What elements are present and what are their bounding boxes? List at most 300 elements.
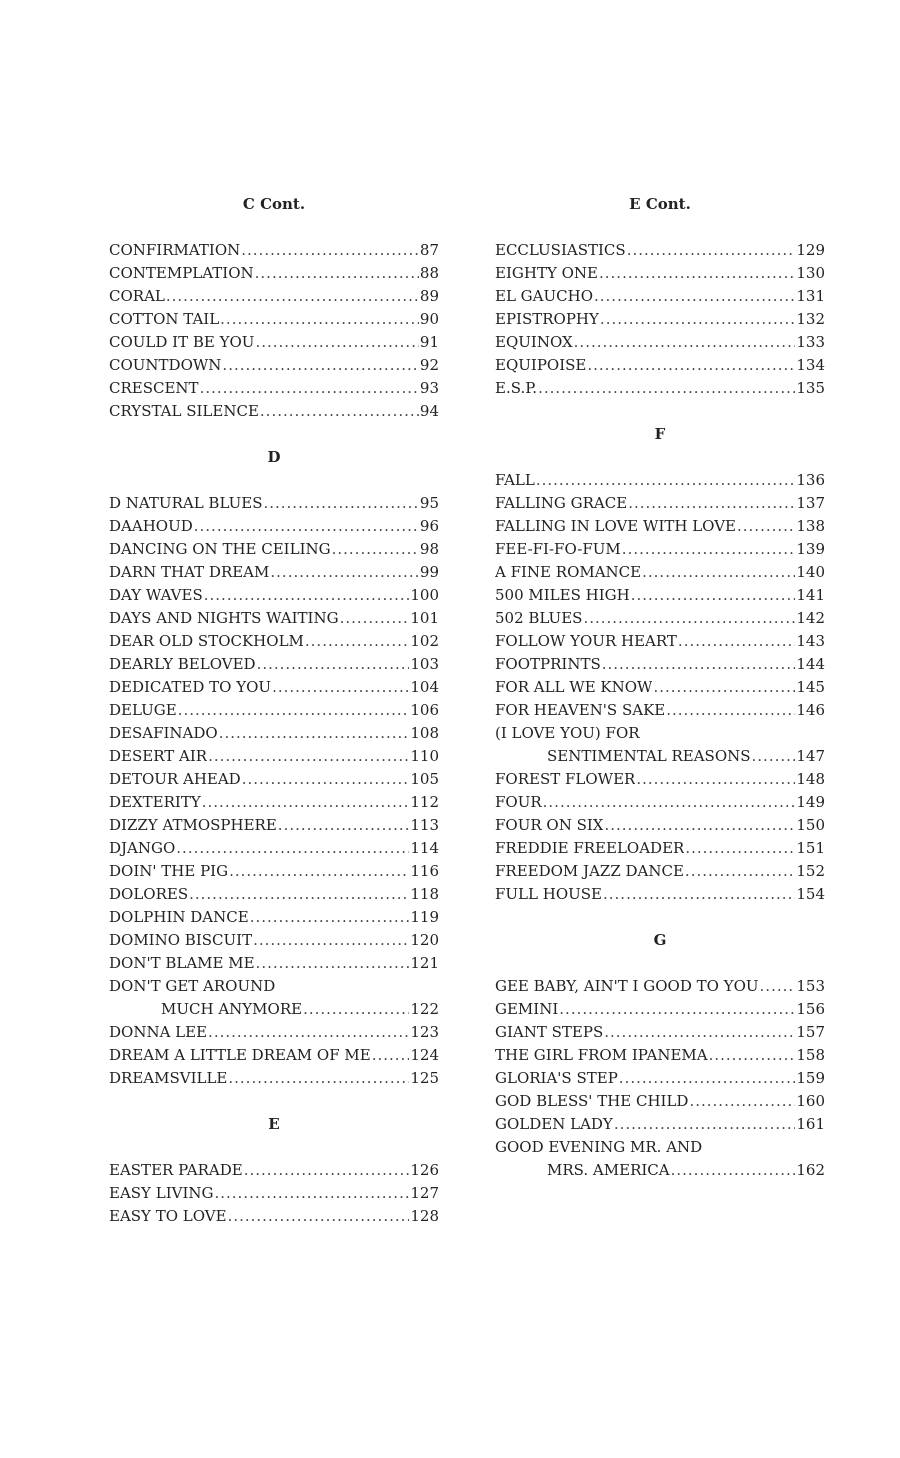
entry-title: EQUINOX [495,333,573,351]
entry-title: FREDDIE FREELOADER [495,839,685,857]
entry-row [495,998,825,1021]
entry-page-number: 110 [410,747,439,765]
entry-page-number: 90 [419,310,439,328]
entry-title: GEE BABY, AIN'T I GOOD TO YOU [495,977,759,995]
dot-leader [305,630,409,653]
entry-title: DOIN' THE PIG [109,862,229,880]
entry-page-number: 132 [796,310,825,328]
index-entry [109,377,439,400]
entry-page-number: 153 [796,977,825,995]
entry-title: DON'T BLAME ME [109,954,255,972]
index-entry [109,860,439,883]
entry-page-number: 130 [796,264,825,282]
section-entry-list [109,492,439,1090]
entry-row [495,837,825,860]
entry-page-number: 99 [419,563,439,581]
entry-row [495,285,825,308]
index-entry [495,791,825,814]
index-entry [495,584,825,607]
entry-row [109,400,439,423]
entry-title: 502 BLUES [495,609,583,627]
entry-page-number: 142 [796,609,825,627]
index-entry [109,538,439,561]
section-heading-d: D [267,448,281,466]
dot-leader [222,354,418,377]
index-entry [109,722,439,745]
dot-leader [270,561,419,584]
entry-title: CORAL [109,287,165,305]
entry-page-number: 108 [410,724,439,742]
dot-leader [189,883,409,906]
section-entry-list [495,469,825,906]
index-entry [109,492,439,515]
entry-row [495,262,825,285]
entry-row [109,722,439,745]
entry-row [109,745,439,768]
entry-title: DOMINO BISCUIT [109,931,253,949]
entry-title: FALLING IN LOVE WITH LOVE [495,517,736,535]
entry-title: DEAR OLD STOCKHOLM [109,632,304,650]
entry-row [109,860,439,883]
entry-row [109,1021,439,1044]
entry-title: CRESCENT [109,379,199,397]
entry-page-number: 159 [796,1069,825,1087]
entry-title: DETOUR AHEAD [109,770,241,788]
dot-leader [208,745,409,768]
entry-row [109,768,439,791]
dot-leader [176,837,409,860]
index-entry [495,262,825,285]
index-entry [109,837,439,860]
dot-leader [219,722,410,745]
entry-row [109,699,439,722]
index-entry [109,768,439,791]
entry-page-number: 133 [796,333,825,351]
entry-row [109,837,439,860]
entry-row [109,929,439,952]
entry-page-number: 123 [410,1023,439,1041]
entry-page-number: 138 [796,517,825,535]
entry-page-number: 87 [419,241,439,259]
entry-row [109,1067,439,1090]
index-entry [109,308,439,331]
dot-leader [538,377,795,400]
entry-page-number: 112 [410,793,439,811]
index-entry [495,837,825,860]
index-entry [495,1136,825,1182]
index-entry [109,630,439,653]
entry-row [109,377,439,400]
entry-title: EIGHTY ONE [495,264,598,282]
dot-leader [208,1021,409,1044]
entry-page-number: 157 [796,1023,825,1041]
index-entry [495,331,825,354]
index-entry [109,400,439,423]
entry-row [495,584,825,607]
entry-title: CONFIRMATION [109,241,241,259]
entry-row [495,745,825,768]
entry-row [109,1205,439,1228]
entry-page-number: 158 [796,1046,825,1064]
entry-row [109,262,439,285]
entry-row [109,883,439,906]
dot-leader [241,239,419,262]
dot-leader [543,791,796,814]
entry-title: GOOD EVENING MR. AND [495,1138,703,1156]
entry-page-number: 144 [796,655,825,673]
entry-title: DOLPHIN DANCE [109,908,249,926]
right-column [495,193,825,1182]
entry-row [109,1159,439,1182]
entry-row [495,630,825,653]
entry-page-number: 131 [796,287,825,305]
entry-page-number: 106 [410,701,439,719]
entry-page-number: 101 [410,609,439,627]
entry-title: CRYSTAL SILENCE [109,402,259,420]
dot-leader [594,285,795,308]
entry-title: FOLLOW YOUR HEART [495,632,677,650]
dot-leader [255,262,419,285]
dot-leader [303,998,409,1021]
index-entry [109,814,439,837]
dot-leader [678,630,795,653]
dot-leader [340,607,410,630]
entry-title: FOR ALL WE KNOW [495,678,653,696]
index-entry [109,1044,439,1067]
left-column [109,193,439,1228]
entry-row [109,354,439,377]
entry-title: DOLORES [109,885,189,903]
entry-title: DEDICATED TO YOU [109,678,272,696]
entry-title: FALL [495,471,535,489]
dot-leader [536,469,796,492]
index-entry [109,883,439,906]
dot-leader [278,814,410,837]
index-entry [109,1021,439,1044]
index-entry [495,285,825,308]
entry-title: DAY WAVES [109,586,203,604]
entry-title: FOR HEAVEN'S SAKE [495,701,666,719]
dot-leader [272,676,409,699]
entry-row [495,469,825,492]
dot-leader [709,1044,796,1067]
dot-leader [642,561,795,584]
entry-title: GEMINI [495,1000,559,1018]
entry-title: FALLING GRACE [495,494,628,512]
section-heading-c-cont: C Cont. [242,195,306,213]
entry-row [495,377,825,400]
entry-page-number: 147 [796,747,825,765]
entry-title: EL GAUCHO [495,287,593,305]
dot-leader [622,538,796,561]
index-entry [109,285,439,308]
dot-leader [689,1090,795,1113]
index-entry [109,929,439,952]
entry-row [109,308,439,331]
entry-page-number: 141 [796,586,825,604]
entry-page-number: 152 [796,862,825,880]
section-entry-list [109,1159,439,1228]
index-entry [495,630,825,653]
dot-leader [255,331,418,354]
dot-leader [194,515,419,538]
entry-title: EASY TO LOVE [109,1207,227,1225]
entry-page-number: 145 [796,678,825,696]
dot-leader [372,1044,410,1067]
index-entry [109,584,439,607]
entry-row [495,860,825,883]
entry-page-number: 88 [419,264,439,282]
index-entry [109,1205,439,1228]
dot-leader [166,285,419,308]
entry-page-number: 149 [796,793,825,811]
dot-leader [628,492,795,515]
index-entry [109,699,439,722]
entry-title: DONNA LEE [109,1023,208,1041]
entry-title: DON'T GET AROUND [109,977,276,995]
dot-leader [600,308,795,331]
entry-page-number: 102 [410,632,439,650]
entry-title: DJANGO [109,839,176,857]
entry-title: FULL HOUSE [495,885,602,903]
index-entry [495,676,825,699]
entry-title: EPISTROPHY [495,310,599,328]
dot-leader [332,538,419,561]
entry-page-number: 135 [796,379,825,397]
index-entry [495,1113,825,1136]
entry-page-number: 160 [796,1092,825,1110]
entry-row [109,1044,439,1067]
entry-page-number: 139 [796,540,825,558]
entry-title: DESAFINADO [109,724,218,742]
entry-title: GOLDEN LADY [495,1115,613,1133]
entry-row [109,331,439,354]
index-entry [495,469,825,492]
entry-row [109,285,439,308]
index-entry [495,699,825,722]
index-entry [109,906,439,929]
index-entry [495,538,825,561]
dot-leader [204,584,410,607]
entry-page-number: 95 [419,494,439,512]
dot-leader [603,883,795,906]
dot-leader [671,1159,796,1182]
entry-page-number: 91 [419,333,439,351]
entry-page-number: 156 [796,1000,825,1018]
entry-row [109,515,439,538]
dot-leader [631,584,796,607]
dot-leader [599,262,795,285]
section-heading-e: E [268,1115,280,1133]
entry-page-number: 154 [796,885,825,903]
entry-row [495,699,825,722]
entry-row [495,676,825,699]
entry-page-number: 94 [419,402,439,420]
dot-leader [559,998,795,1021]
entry-title-continuation: SENTIMENTAL REASONS [547,747,751,765]
dot-leader [619,1067,796,1090]
section-heading-g: G [653,931,667,949]
entry-title: DELUGE [109,701,177,719]
entry-page-number: 92 [419,356,439,374]
section-entry-list [109,239,439,423]
index-entry [109,515,439,538]
entry-page-number: 93 [419,379,439,397]
entry-page-number: 120 [410,931,439,949]
entry-row [109,561,439,584]
entry-title: FEE-FI-FO-FUM [495,540,621,558]
entry-title: COTTON TAIL [109,310,220,328]
entry-page-number: 134 [796,356,825,374]
index-entry [495,377,825,400]
entry-page-number: 118 [410,885,439,903]
dot-leader [256,952,410,975]
entry-row [495,354,825,377]
entry-title: 500 MILES HIGH [495,586,630,604]
index-entry [495,814,825,837]
entry-row [109,492,439,515]
section-entry-list [495,975,825,1182]
entry-row [109,998,439,1021]
entry-title: DAYS AND NIGHTS WAITING [109,609,339,627]
entry-title: GOD BLESS' THE CHILD [495,1092,689,1110]
dot-leader [602,653,796,676]
dot-leader [228,1067,409,1090]
index-entry [495,722,825,768]
entry-row [495,1090,825,1113]
dot-leader [666,699,795,722]
entry-title-continuation: MRS. AMERICA [547,1161,670,1179]
entry-page-number: 124 [410,1046,439,1064]
index-entry [109,607,439,630]
index-entry [109,561,439,584]
entry-page-number: 96 [419,517,439,535]
entry-row [109,630,439,653]
dot-leader [250,906,410,929]
index-entry [109,952,439,975]
dot-leader [604,1021,795,1044]
entry-title: FOUR [495,793,542,811]
entry-title: EQUIPOISE [495,356,587,374]
dot-leader [244,1159,410,1182]
dot-leader [263,492,418,515]
entry-row [495,492,825,515]
entry-page-number: 128 [410,1207,439,1225]
entry-page-number: 104 [410,678,439,696]
entry-page-number: 98 [419,540,439,558]
entry-title-continuation: MUCH ANYMORE [161,1000,303,1018]
entry-row [109,791,439,814]
entry-title: DESERT AIR [109,747,208,765]
entry-row [109,239,439,262]
dot-leader [257,653,410,676]
entry-row [495,883,825,906]
dot-leader [242,768,410,791]
entry-page-number: 119 [410,908,439,926]
index-entry [109,791,439,814]
entry-page-number: 129 [796,241,825,259]
dot-leader [229,860,409,883]
entry-title: (I LOVE YOU) FOR [495,724,640,742]
entry-row [495,814,825,837]
dot-leader [737,515,795,538]
entry-title: DREAM A LITTLE DREAM OF ME [109,1046,371,1064]
entry-title: ECCLUSIASTICS [495,241,626,259]
entry-title: CONTEMPLATION [109,264,254,282]
entry-page-number: 125 [410,1069,439,1087]
entry-title: FOUR ON SIX [495,816,604,834]
index-entry [495,561,825,584]
entry-title: D NATURAL BLUES [109,494,263,512]
dot-leader [587,354,795,377]
dot-leader [574,331,796,354]
entry-row [109,1182,439,1205]
entry-page-number: 105 [410,770,439,788]
dot-leader [760,975,796,998]
entry-page-number: 114 [410,839,439,857]
index-entry [109,262,439,285]
entry-row [495,975,825,998]
index-entry [109,239,439,262]
entry-row [495,607,825,630]
dot-leader [220,308,419,331]
index-entry [109,653,439,676]
entry-title: FREEDOM JAZZ DANCE [495,862,684,880]
index-entry [109,331,439,354]
entry-row [495,791,825,814]
entry-page-number: 121 [410,954,439,972]
index-entry [495,515,825,538]
entry-row [495,308,825,331]
dot-leader [685,860,795,883]
index-entry [109,676,439,699]
index-entry [495,998,825,1021]
dot-leader [260,400,419,423]
entry-row [495,768,825,791]
index-entry [495,975,825,998]
entry-page-number: 122 [410,1000,439,1018]
index-entry [109,745,439,768]
entry-row [109,653,439,676]
index-entry [109,354,439,377]
dot-leader [685,837,795,860]
entry-page-number: 116 [410,862,439,880]
index-entry [495,1044,825,1067]
entry-page-number: 140 [796,563,825,581]
entry-title: THE GIRL FROM IPANEMA [495,1046,708,1064]
entry-title: A FINE ROMANCE [495,563,642,581]
section-heading-f: F [654,425,666,443]
index-entry [495,768,825,791]
dot-leader [253,929,409,952]
entry-row [495,653,825,676]
entry-title: EASTER PARADE [109,1161,243,1179]
entry-row [109,584,439,607]
index-entry [109,975,439,1021]
entry-title: E.S.P. [495,379,538,397]
dot-leader [627,239,796,262]
entry-page-number: 89 [419,287,439,305]
index-entry [495,354,825,377]
entry-page-number: 137 [796,494,825,512]
dot-leader [228,1205,410,1228]
entry-row [109,676,439,699]
entry-title: DANCING ON THE CEILING [109,540,331,558]
entry-row [109,906,439,929]
entry-page-number: 162 [796,1161,825,1179]
dot-leader [604,814,795,837]
entry-page-number: 143 [796,632,825,650]
